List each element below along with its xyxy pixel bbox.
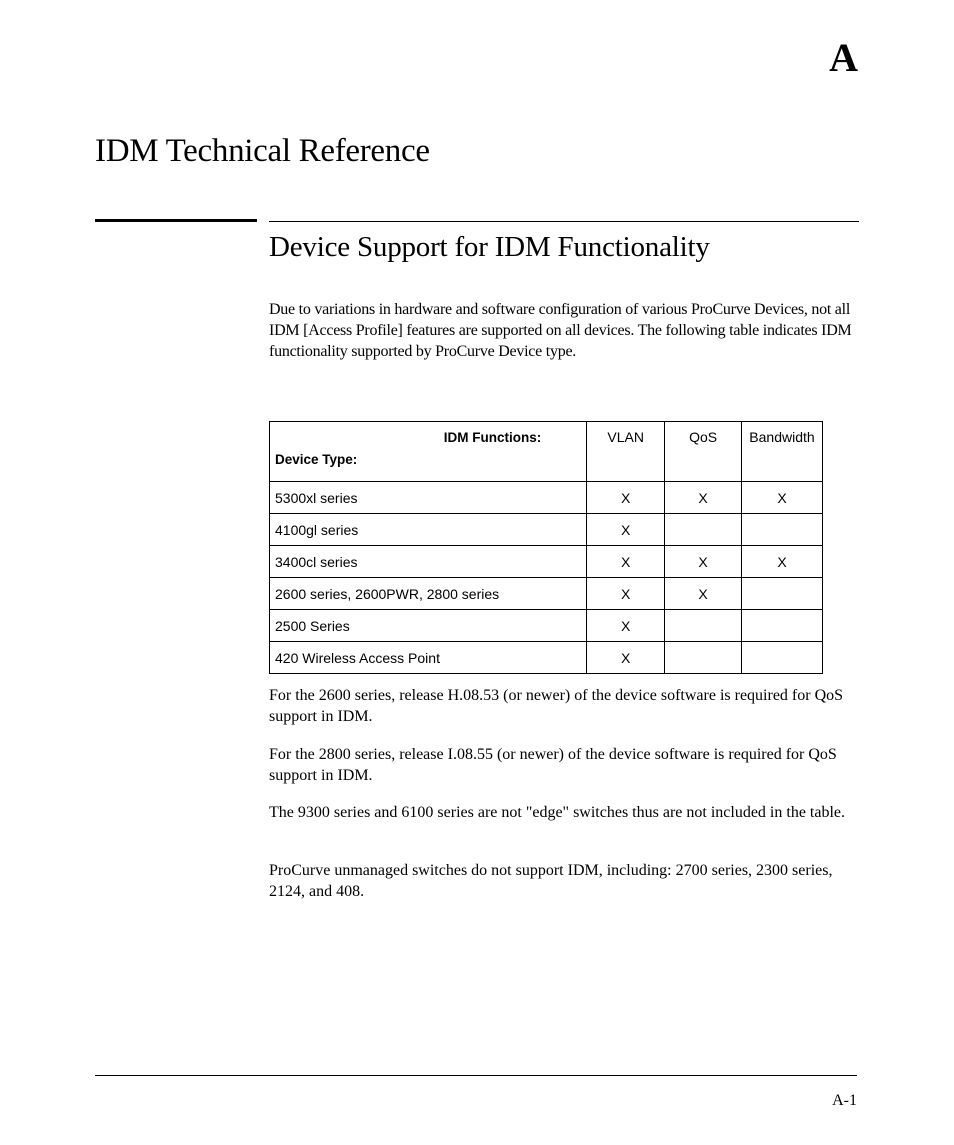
device-cell: 3400cl series bbox=[270, 546, 587, 578]
table-row bbox=[270, 610, 823, 642]
vlan-cell: X bbox=[587, 482, 665, 514]
device-cell: 4100gl series bbox=[270, 514, 587, 546]
bandwidth-cell bbox=[742, 642, 823, 674]
table-header-row bbox=[270, 422, 823, 482]
note-unmanaged-paragraph: ProCurve unmanaged switches do not support IDM, including: 2700 series, 2300 series, 2124, and 408. bbox=[269, 862, 833, 900]
section-rule-thin bbox=[269, 221, 859, 222]
device-type-label: Device Type: bbox=[275, 452, 358, 467]
vlan-cell: X bbox=[587, 610, 665, 642]
table-row bbox=[270, 642, 823, 674]
qos-cell bbox=[665, 610, 742, 642]
device-cell: 420 Wireless Access Point bbox=[270, 642, 587, 674]
qos-cell: X bbox=[665, 482, 742, 514]
table-row bbox=[270, 578, 823, 610]
qos-cell bbox=[665, 514, 742, 546]
chapter-title: IDM Technical Reference bbox=[95, 133, 430, 169]
table-row bbox=[270, 546, 823, 578]
note-2800-paragraph: For the 2800 series, release I.08.55 (or newer) of the device software is required for QoS support in IDM. bbox=[269, 746, 837, 784]
qos-cell bbox=[665, 642, 742, 674]
table-row bbox=[270, 514, 823, 546]
appendix-letter: A bbox=[829, 35, 858, 80]
footer-rule bbox=[95, 1075, 857, 1076]
table-row bbox=[270, 482, 823, 514]
bandwidth-cell bbox=[742, 514, 823, 546]
bandwidth-cell bbox=[742, 610, 823, 642]
note-2600-paragraph: For the 2600 series, release H.08.53 (or newer) of the device software is required for QoS support in IDM. bbox=[269, 687, 844, 725]
device-cell: 2600 series, 2600PWR, 2800 series bbox=[270, 578, 587, 610]
section-rule-thick bbox=[95, 219, 257, 222]
column-header-qos: QoS bbox=[665, 422, 742, 482]
device-cell: 2500 Series bbox=[270, 610, 587, 642]
vlan-cell: X bbox=[587, 546, 665, 578]
vlan-cell: X bbox=[587, 642, 665, 674]
section-title: Device Support for IDM Functionality bbox=[269, 231, 710, 263]
column-header-vlan: VLAN bbox=[587, 422, 665, 482]
bandwidth-cell bbox=[742, 578, 823, 610]
bandwidth-cell: X bbox=[742, 546, 823, 578]
qos-cell: X bbox=[665, 546, 742, 578]
page-number: A-1 bbox=[832, 1092, 857, 1109]
device-cell: 5300xl series bbox=[270, 482, 587, 514]
device-support-table bbox=[269, 421, 823, 674]
idm-functions-label: IDM Functions: bbox=[443, 430, 542, 445]
bandwidth-cell: X bbox=[742, 482, 823, 514]
note-edge-switches-paragraph: The 9300 series and 6100 series are not "edge" switches thus are not included in the table. bbox=[269, 804, 846, 821]
column-header-bandwidth: Bandwidth bbox=[742, 422, 823, 482]
intro-paragraph: Due to variations in hardware and software configuration of various ProCurve Devices, not all IDM [Access Profile] features are supported on all devices. The following table indicates IDM functionality supported by ProCurve Device type. bbox=[269, 301, 852, 360]
vlan-cell: X bbox=[587, 578, 665, 610]
vlan-cell: X bbox=[587, 514, 665, 546]
table-corner-cell bbox=[270, 422, 587, 482]
qos-cell: X bbox=[665, 578, 742, 610]
